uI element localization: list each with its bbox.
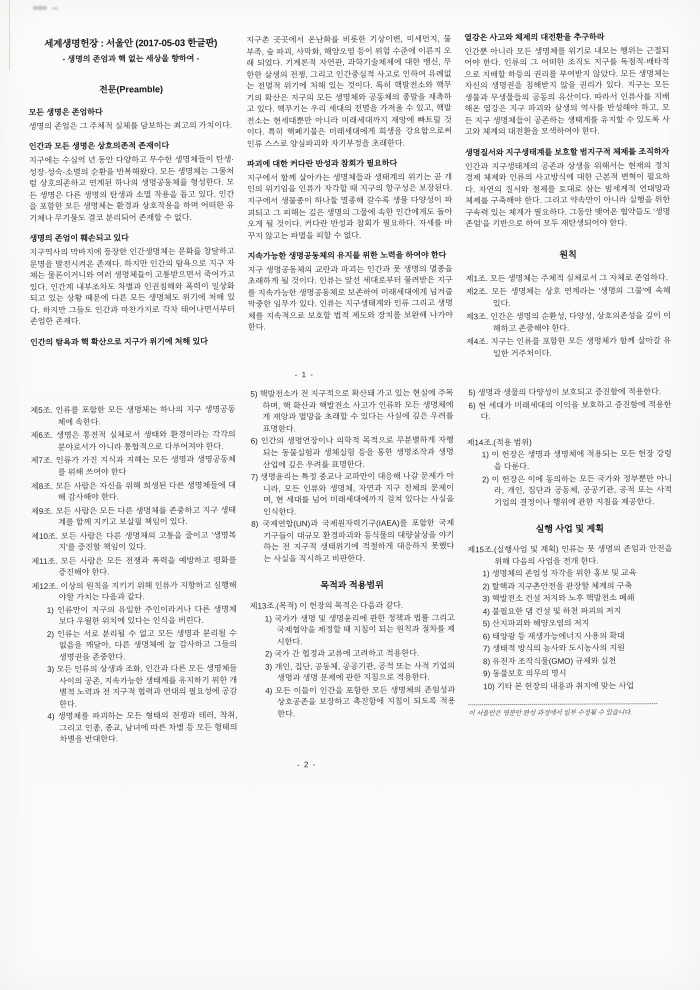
page2-marker: - 2 - [297,760,317,770]
article-3: 제3조. 인간은 생명의 순환성, 다양성, 상호의존성을 깊이 이해하고 존중해야 한다. [465,311,671,334]
section-paragraph: 생명의 존엄은 그 주체적 실체를 담보하는 최고의 가치이다. [28,120,233,131]
purpose-scope-heading: 목적과 적용범위 [320,579,384,591]
document-title: 세계생명헌장 : 서울안 (2017-05-03 한글판) [44,37,218,50]
article-15-item-2: 2) 탈핵과 지구촌안전을 관장할 체계의 구축 [482,580,633,591]
article-13: 제13조.(목적) 이 헌장의 목적은 다음과 같다. [249,600,404,611]
section-title: 모든 생명은 존엄하다 [28,107,103,117]
page1-columns [0,32,700,363]
article-12-item-2: 2) 인류는 서로 분리될 수 없고 모든 생명과 분리될 수 없음을 깨달아, 다른 생명체에 늘 감사하고 그들의 생명권을 존중한다. [46,628,237,662]
article-15-item-10: 10) 기타 본 헌장의 내용과 취지에 맞는 사업 [483,681,635,691]
section-title: 인간의 탐욕과 핵 확산으로 지구가 위기에 처해 있다 [30,336,208,347]
article-12-item-3: 3) 모든 인류의 상생과 조화, 인간과 다른 모든 생명체들 사이의 공존, 지속가능한 생태계를 유지하기 위한 개별적 노력과 전 지구적 협력과 연대의 필요성에 공감한다. [47,663,238,709]
article-12-item-6: 6) 인간의 생명연장이나 의학적 목적으로 무분별하게 자행되는 동물실험과 생체실험 등을 통한 생명조작과 생명산업에 깊은 우려를 표명한다. [250,435,454,470]
page2-column-left [30,388,237,746]
article-12-item-8: 8) 국제연합(UN)과 국제원자력기구(IAEA)를 포함한 국제기구들이 대규모 환경파괴와 동식물의 대량살상을 야기하는 전 지구적 생태위기에 적절하게 대응하지 못했다는 사실을 직시하고 비판한다. [251,518,455,564]
article-15-item-1: 1) 생명체의 존엄성 자각을 위한 홍보 및 교육 [482,568,637,579]
article-11: 제11조. 모든 사람은 모든 전쟁과 폭력을 예방하고 평화를 증진해야 한다. [31,555,237,577]
article-4: 제4조. 지구는 인류를 포함한 모든 생명체가 함께 살아갈 유일한 거주처이다. [466,336,672,359]
section-paragraph: 지구촌 곳곳에서 온난화를 비롯한 기상이변, 미세먼지, 물 부족, 숲 파괴, 사막화, 해양오염 등이 위험 수준에 이른지 오래 되었다. 기계론적 자연관, 과학기술체제에 대한 맹신, 무한한 살생의 전쟁, 그리고 인간중심적 사고로 인하여 유례없는 전멸적 위기에 처해 있는 것이다. 특히 핵발전소와 핵무기의 확산은 지구의 모든 생명체와 공동체의 종말을 재촉하고 있다. 핵무기는 우리 세대의 전멸을 가져올 수 있고, 핵발전소는 현세대뿐만 아니라 미래세대까지 재앙에 빠트릴 것이다. 특히 핵폐기물은 미래세대에게 희생을 강요함으로써 인류 스스로 양심파괴와 자기부정을 초래한다. [246,34,452,149]
article-5: 제5조. 인류를 포함한 모든 생명체는 하나의 지구 생명공동체에 속한다. [30,405,236,427]
article-10: 제10조. 모든 사람은 다른 생명체의 고통을 줄이고 '생명복지'를 증진할 책임이 있다. [31,530,237,552]
section-title: 인간과 모든 생명은 상호의존적 존재이다 [28,141,170,152]
article-6: 제6조. 생명은 통전적 실체로서 생태와 환경이라는 각각의 분야로서가 아니라 통합적으로 다루어져야 한다. [30,430,236,452]
article-15-item-7: 7) 생태적 방식의 농사와 도시농사의 지원 [482,643,625,654]
article-15-item-8: 8) 유전자 조작식물(GMO) 규제와 실천 [483,656,617,666]
section-title: 열강은 사고와 체제의 대전환을 추구하라 [464,32,605,43]
article-15: 제15조.(실행사업 및 계획) 인류는 뭇 생명의 존엄과 안전을 위해 다음의 사업을 전개 한다. [467,544,673,566]
article-13-item-6: 6) 현 세대가 미래세대의 이익을 보호하고 증진함에 적용한다. [468,399,672,422]
section-paragraph: 인간과 지구생태계의 공존과 상생을 위해서는 현재의 정치경제 체제와 인류의 사고방식에 대한 근본적 변혁이 필요하다. 자연의 질서와 절제를 토대로 삼는 범세계적 연대망과 체제를 구축해야 한다. 그리고 약속만이 아니라 실행을 위한 구속력 있는 체계가 필요하다. 그동안 맺어온 협약들도 '생명존엄'을 기반으로 하여 모두 재탄생되어야 한다. [464,160,671,229]
article-12-item-1: 1) 인류만이 지구의 유일한 주인이라거나 다른 생명체보다 우월한 위치에 있다는 인식을 버린다. [46,604,237,626]
footnote-divider [468,703,657,705]
section-paragraph: 지구에서 함께 살아가는 생명체들과 생태계의 위기는 곧 개인의 위기임을 인류가 자각할 때 지구의 항구성은 보장된다. 지구에서 생물종이 하나둘 멸종해 갈수록 생물 다양성이 파괴되고 그 피해는 깊은 생명의 그물에 속한 인간에게도 돌아오게 될 것이다. 커다란 반성과 참회가 필요하다. 자세를 바꾸지 않고는 파멸을 피할 수 없다. [247,172,453,241]
page2-column-right [466,385,673,743]
article-1: 제1조. 모든 생명체는 주체적 실체로서 그 자체로 존엄하다. [465,272,668,284]
document-subtitle: - 생명의 존엄과 핵 없는 세상을 향하여 - [62,53,200,64]
page1-column-left [28,35,235,363]
article-12-item-4: 4) 생명체를 파괴하는 모든 형태의 전쟁과 테러, 착취, 그리고 인종, 종교, 남녀에 따른 차별 등 모든 형태의 차별을 반대한다. [47,711,238,745]
article-15-item-6: 6) 태양광 등 재생가능에너지 사용의 확대 [482,631,625,641]
page2-column-middle [248,387,455,745]
action-plan-heading: 실행 사업 및 계획 [535,523,604,534]
section-title: 생명의 존엄이 훼손되고 있다 [29,233,129,244]
section-title: 지속가능한 생명공동체의 유지를 위한 노력을 하여야 한다 [247,250,447,261]
section-paragraph: 인간뿐 아니라 모든 생명체를 위기로 내모는 행위는 근절되어야 한다. 인류의 그 어떠한 조직도 지구를 독점적·배타적으로 지배할 하등의 권리를 부여받지 않았다. 모든 생명체는 자신의 생명권을 침해받지 않을 권리가 있다. 지구는 모든 생물과 무생물들의 공동의 유산이다. 따라서 인류사를 지배해온 열강은 지구 파괴와 살생의 역사를 반성해야 하고, 모든 지구 생명체들이 공존하는 생태계를 유지할 수 있도록 사고와 체계의 대전환을 모색하여야 한다. [464,45,670,137]
section-paragraph: 지구 생명공동체의 교란과 파괴는 인간과 뭇 생명의 멸종을 초래하게 될 것이다. 인류는 앞선 세대로부터 물려받은 지구를 지속가능한 생명공동체로 보존하여 미래세대에게 넘겨줄 막중한 임무가 있다. 인류는 지구생태계와 인류 그리고 생명체를 지속적으로 보호할 법적 제도와 장치를 보완해 나가야 한다. [247,264,453,333]
principles-heading: 원칙 [559,249,577,260]
article-13-item-5: 5) 생명과 생물의 다양성이 보호되고 증진함에 적용한다. [468,387,662,398]
page1-column-middle [246,33,453,361]
article-2: 제2조. 모든 생명체는 상호 연계라는 '생명의 그물'에 속해 있다. [465,286,671,308]
article-9: 제9조. 모든 사람은 모든 다른 생명체를 존중하고 지구 생태계를 함께 지키고 보살필 책임이 있다. [31,505,237,527]
article-13-item-4: 4) 모든 이들이 인간을 포함한 모든 생명체의 존엄성과 상호공존을 보장하고 촉진함에 지침이 되도록 적용한다. [265,685,456,719]
article-15-item-9: 9) 동물보호 의무의 명시 [483,668,567,679]
page1-marker: - 1 - [294,370,314,380]
article-14-item-1: 1) 이 헌장은 생명과 생명체에 적용되는 모든 헌장 강령을 다룬다. [481,449,672,472]
article-12-item-5: 5) 핵발전소가 전 지구적으로 확산돼 가고 있는 현실에 주목하며, 핵 확산과 핵발전소 사고가 인류와 모든 생명체에게 재앙과 멸망을 초래할 수 있다는 사실에 깊은 우려를 표명한다. [250,388,454,434]
section-title: 생명질서와 지구생태계를 보호할 범지구적 체제를 조직하자 [464,146,670,158]
revision-footnote: 이 서울안은 영문안 완성 과정에서 일부 수정될 수 있습니다. [468,709,633,718]
article-15-item-3: 3) 핵발전소 건설 저지와 노후 핵발전소 폐쇄 [482,593,635,604]
article-12: 제12조. 이상의 원칙을 지키기 위해 인류가 지향하고 실행해야할 가치는 다음과 같다. [31,580,237,602]
article-13-item-1: 1) 국가가 생명 및 생명윤리에 관한 정책과 법률 그리고 국제협약을 제정할 때 지침이 되는 원칙과 절차를 제시한다. [264,613,455,647]
article-12-item-7: 7) 생명윤리는 특정 종교나 교파만이 대응해 나갈 문제가 아니라, 모든 인류와 생명체, 자연과 지구 전체의 문제이며, 현 세대를 넘어 미래세대에까지 걸쳐 있다는 사실을 인식한다. [250,471,455,517]
article-8: 제8조. 모든 사람은 자신을 위해 희생된 다른 생명체들에 대해 감사해야 한다. [30,480,236,502]
article-7: 제7조. 인류가 가진 지식과 지혜는 모든 생명과 생명공동체를 위해 쓰여야 한다 [30,455,236,477]
article-14: 제14조.(적용 범위) [466,437,532,448]
article-14-item-2: 2) 이 헌장은 이에 동의하는 모든 국가와 정부뿐만 아니라, 개인, 집단과 공동체, 공공기관, 공적 또는 사적 기업의 결정이나 행위에 관한 지침을 제공한다. [481,473,673,507]
article-15-item-4: 4) 불필요한 댐 건설 및 하천 파괴의 저지 [482,605,622,616]
section-paragraph: 지구에는 수십억 년 동안 다양하고 무수한 생명체들이 탄생·성장·성숙·소멸의 순환을 반복해왔다. 모든 생명체는 그물처럼 상호의존하고 연계된 하나의 생명공동체를 형성한다. 모든 생명은 다른 생명의 탄생과 소멸 작용을 돕고 있다. 인간을 포함한 모든 생명체는 환경과 상호작용을 하며 어떠한 유기체나 무기물도 결코 분리되어 존재할 수 없다. [28,154,235,223]
section-title: 파괴에 대한 커다란 반성과 참회가 필요하다 [246,158,398,169]
section-paragraph: 지구역사의 막바지에 등장한 인간생명체는 문화를 창달하고 문명을 발전시켜온 존재다. 하지만 인간의 탐욕으로 지구 자체는 물론이거니와 여러 생명체들이 고통받으면서 죽어가고 있다. 인간계 내부조차도 차별과 인권침해와 폭력이 일상화되고 있는 상황 때문에 다른 모든 생명체도 위기에 처해 있다. 하지만 그들도 인간과 마찬가지로 각자 태어나면서부터 존엄한 존재다. [29,246,235,327]
article-15-item-5: 5) 산지파괴와 해양오염의 저지 [482,618,590,629]
article-13-item-3: 3) 개인, 집단, 공동체, 공공기관, 공적 또는 사적 기업의 생명과 생명 문제에 관한 지침으로 적용한다. [265,661,456,683]
preamble-heading: 전문(Preamble) [99,84,164,95]
article-13-item-2: 2) 국가 간 협정과 교류에 고려하고 적용한다. [264,648,420,659]
page2-columns [2,385,700,746]
page1-column-right [464,32,671,360]
